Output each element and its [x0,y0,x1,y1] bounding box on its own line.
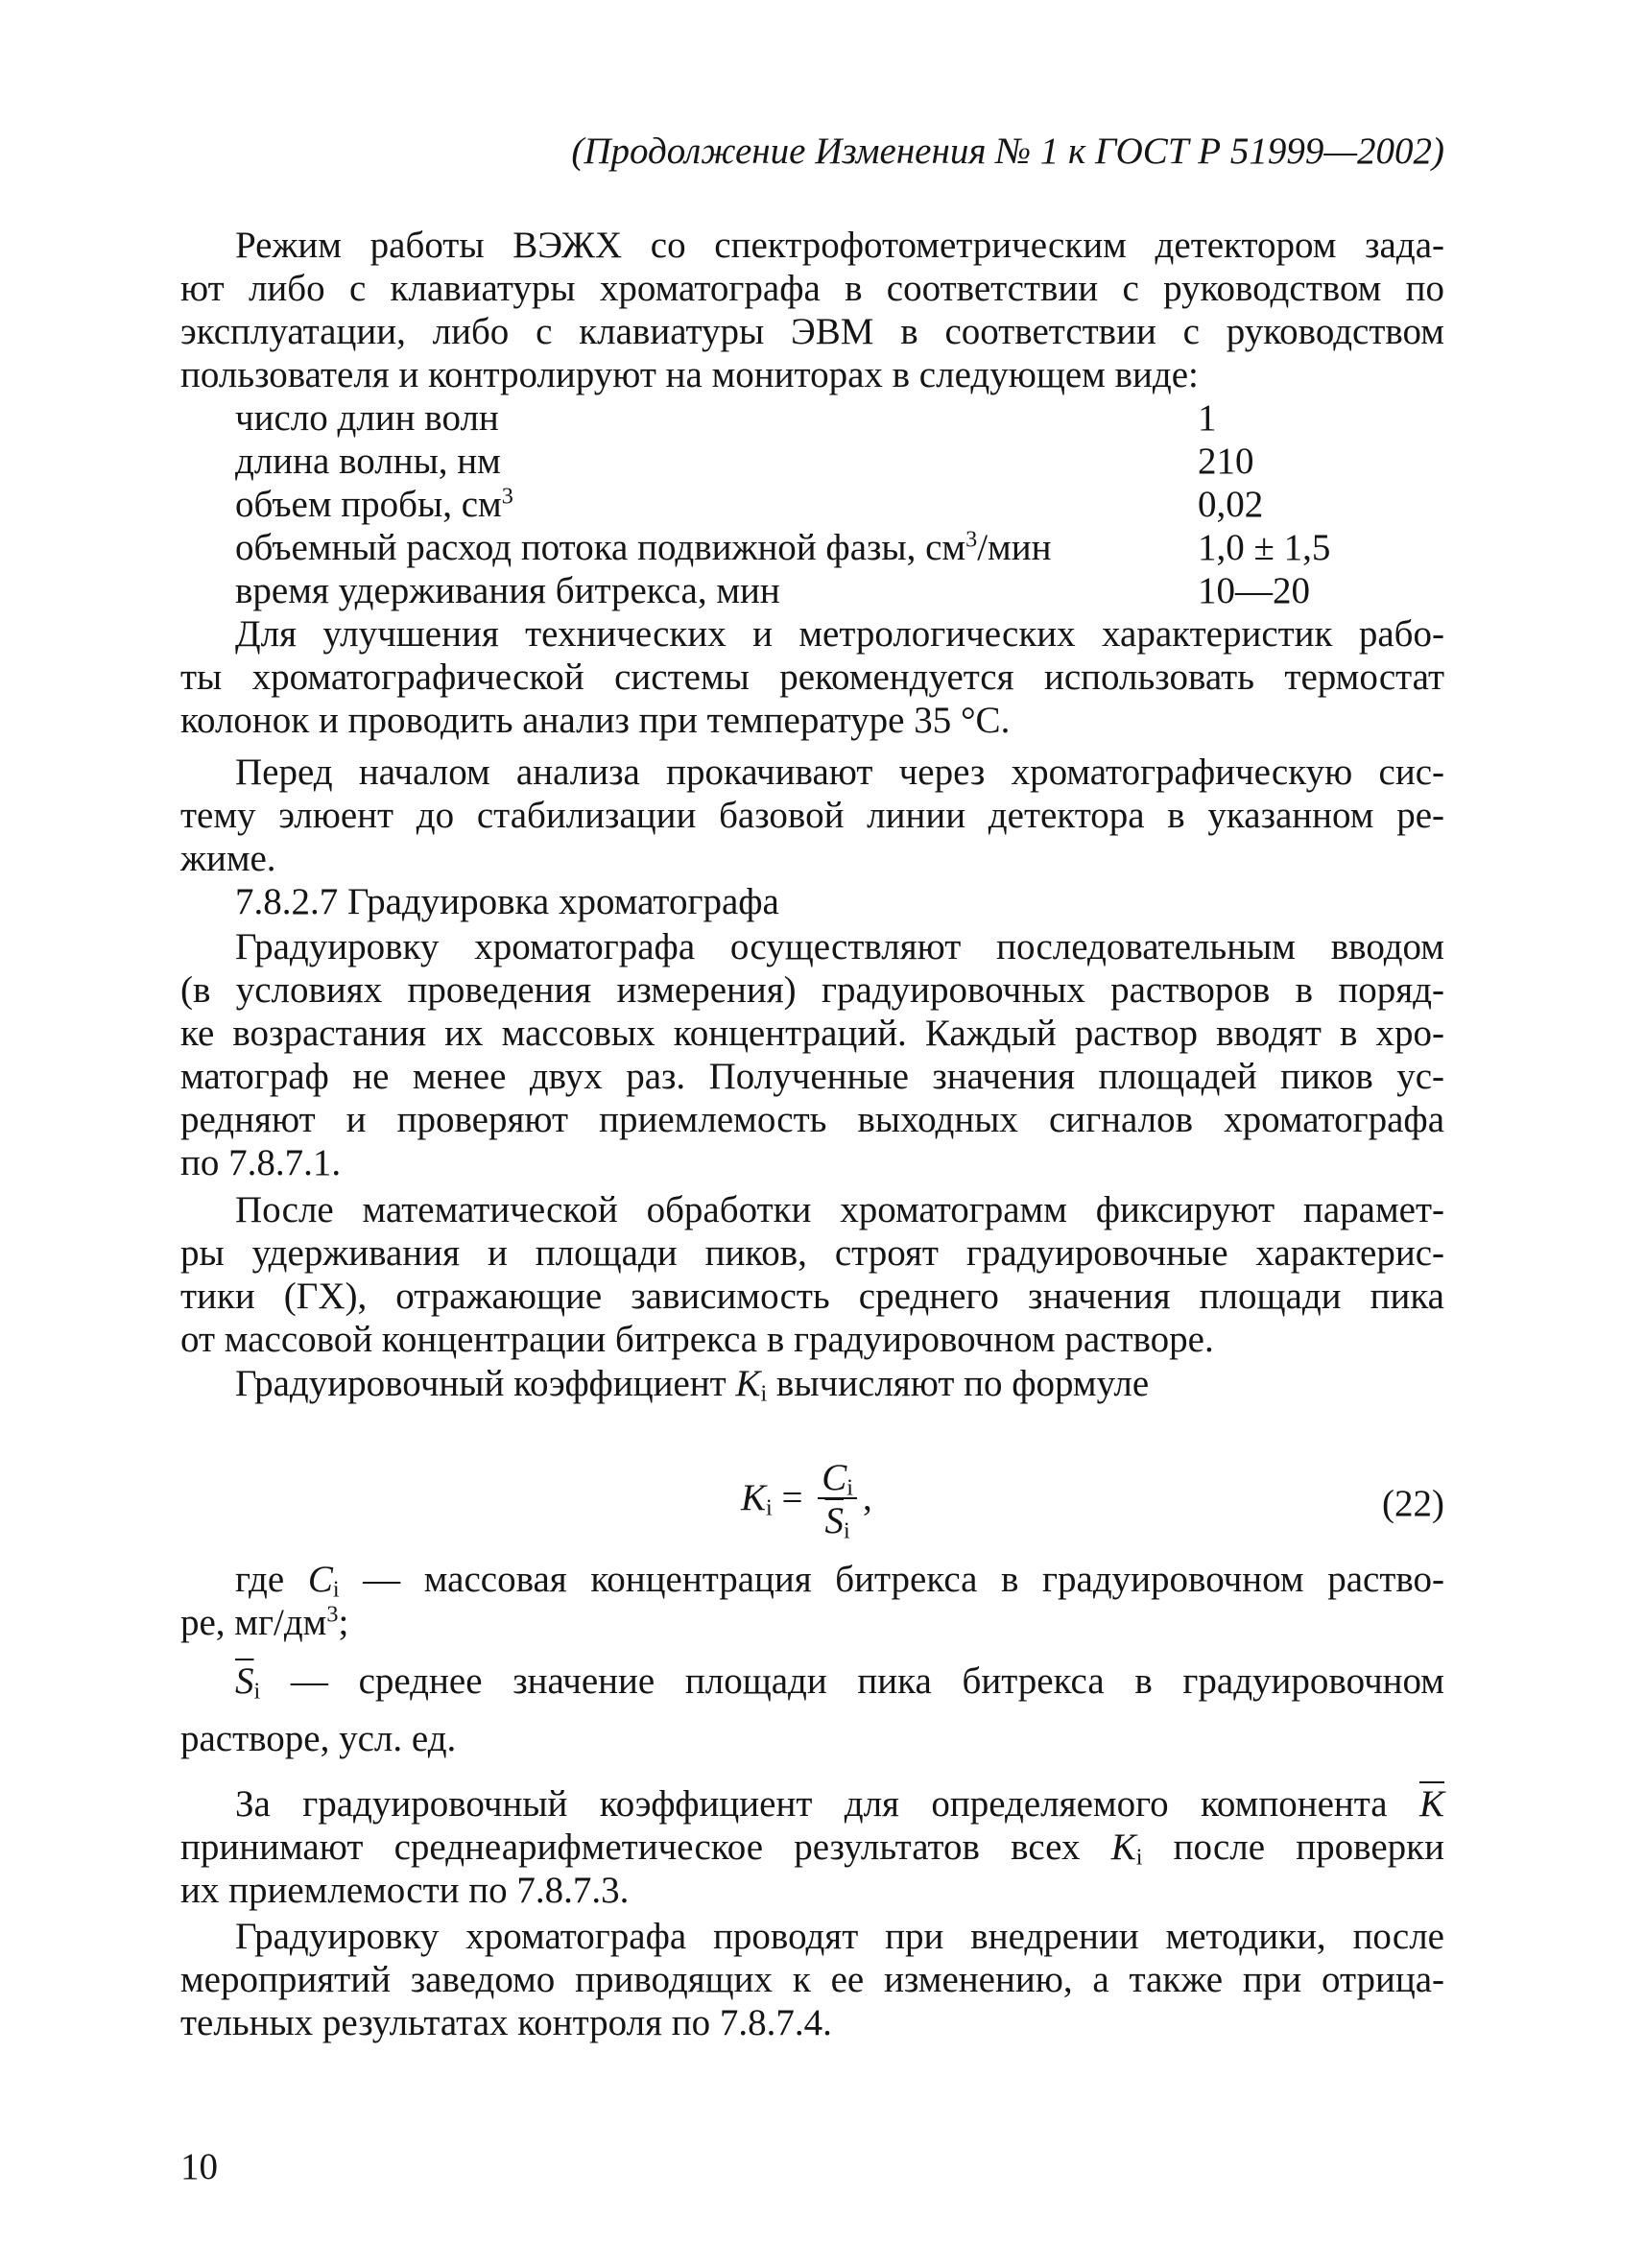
paragraph-calibration-curves [180,1188,1444,1361]
parameter-label [180,396,1198,440]
text-run: ты хроматографической системы рекомендуется использовать термостат [180,657,1444,698]
text-run: За градуировочный коэффициент для определяемого компонента [235,1783,1419,1825]
text-run: эксплуатации, либо с клавиатуры ЭВМ в соответствии с руководством [180,311,1444,352]
paragraph-line [180,1055,1444,1098]
text-run: число длин волн [235,397,499,439]
paragraph-operating-mode [180,224,1444,396]
text-run: объем пробы, см [235,484,502,525]
paragraph-coefficient-intro [180,1362,1444,1405]
paragraph-line [180,353,1444,396]
paragraph-line [180,794,1444,837]
parameter-row [180,483,1444,526]
paragraph-line [180,2001,1444,2044]
subscript-text: i [760,1380,768,1407]
text-run: где [235,1559,308,1600]
text-run: ют либо с клавиатуры хроматографа в соответствии с руководством по [180,268,1444,309]
text-run: ке возрастания их массовых концентраций. Каждый раствор вводят в хро- [180,1013,1444,1054]
text-run: принимают среднеарифметическое результатов всех [180,1826,1111,1868]
subscript-text: i [846,1474,853,1501]
paragraph-line [180,968,1444,1012]
text-run: вычисляют по формуле [767,1363,1150,1404]
paragraph-line [180,656,1444,699]
superscript-text: 3 [501,483,513,510]
text-run: растворе, усл. ед. [180,1718,457,1759]
paragraph-line [180,1958,1444,2001]
text-run: тему элюент до стабилизации базовой линии детектора в указанном ре- [180,795,1444,836]
text-run: — массовая концентрация битрекса в градуировочном раство- [339,1559,1444,1600]
text-run: мероприятий заведомо приводящих к ее изменению, а также при отрица- [180,1959,1444,2000]
subscript-text: i [843,1517,850,1544]
document-page-body [180,130,1444,2044]
parameter-row [180,396,1444,440]
paragraph-where-ci [180,1558,1444,1644]
paragraph-line [180,1601,1444,1644]
text-run: — среднее значение площади пика битрекса в градуировочном [260,1660,1444,1702]
page-number: 10 [180,2146,218,2187]
text-run: матограф не менее двух раз. Полученные значения площадей пиков ус- [180,1056,1444,1097]
text-run: ; [338,1602,349,1643]
text-run: (в условиях проведения измерения) градуировочных растворов в поряд- [180,969,1444,1011]
paragraph-line [180,1915,1444,1958]
subscript-text: i [253,1678,261,1705]
text-run: /мин [977,527,1052,568]
text-run: их приемлемости по 7.8.7.3. [180,1870,630,1911]
parameter-value: 1 [1198,397,1217,439]
paragraph-line [180,310,1444,353]
paragraph-thermostat [180,612,1444,742]
paragraph-line [180,1869,1444,1912]
paragraph-line [180,1659,1444,1703]
subscript-text: i [1135,1844,1143,1871]
text-run: жиме. [180,838,276,879]
text-run: по 7.8.7.1. [180,1142,342,1183]
running-header: (Продолжение Изменения № 1 к ГОСТ Р 51999—2002) [571,131,1444,172]
paragraph-eluent [180,751,1444,880]
text-run: от массовой концентрации битрекса в градуировочном растворе. [180,1319,1214,1360]
text-run: длина волны, нм [235,441,501,482]
italic-symbol: K [741,1476,767,1518]
parameter-label [180,440,1198,483]
paragraph-line [180,1362,1444,1405]
formula-equals: = [772,1476,803,1518]
formula-fraction [818,1459,857,1543]
parameter-label [180,569,1198,612]
paragraph-line [180,612,1444,656]
formula-expression [741,1459,872,1543]
parameter-list [180,396,1444,612]
formula-numerator [818,1457,857,1501]
formula-denominator [818,1499,857,1543]
paragraph-line [180,1098,1444,1141]
parameter-row [180,569,1444,612]
paragraph-line [180,925,1444,968]
parameter-row [180,440,1444,483]
paragraph-line [180,1318,1444,1361]
overlined-symbol: $\overline{S}$ [824,1500,844,1541]
paragraph-line [180,1782,1444,1826]
text-run: тики (ГХ), отражающие зависимость среднего значения площади пика [180,1276,1444,1317]
paragraph-line [180,224,1444,267]
text-run: объемный расход потока подвижной фазы, см [235,527,966,568]
text-run: Перед началом анализа прокачивают через хроматографическую сис- [235,752,1444,793]
section-heading: 7.8.2.7 Градуировка хроматографа [235,881,779,922]
text-run: ры удерживания и площади пиков, строят градуировочные характерис- [180,1232,1444,1274]
overlined-symbol: $\overline{K}$ [1418,1783,1444,1825]
paragraph-calibration-schedule [180,1915,1444,2044]
paragraph-where-si [180,1659,1444,1760]
parameter-value: 210 [1198,441,1254,482]
italic-symbol: C [822,1457,847,1498]
paragraph-line [180,751,1444,794]
text-run: после проверки [1142,1826,1444,1868]
paragraph-line [180,1558,1444,1601]
paragraph-line [180,699,1444,742]
text-run: Градуировку хроматографа проводят при внедрении методики, после [235,1916,1444,1957]
text-run: ре, мг/дм [180,1602,327,1643]
parameter-value: 10—20 [1198,570,1310,611]
parameter-value: 0,02 [1198,484,1264,525]
superscript-text: 3 [965,526,978,553]
text-run: Градуировочный коэффициент [235,1363,736,1404]
paragraph-line [180,1275,1444,1318]
text-run: тельных результатах контроля по 7.8.7.4. [180,2002,832,2043]
paragraph-line [180,1141,1444,1184]
overlined-symbol: $\overline{S}$ [235,1660,254,1702]
paragraph-line [180,837,1444,880]
parameter-label [180,526,1198,569]
parameter-label [180,483,1198,526]
subscript-text: i [332,1576,340,1603]
parameter-row [180,526,1444,569]
paragraph-mean-coefficient [180,1782,1444,1912]
paragraph-line [180,1717,1444,1760]
text-run: Режим работы ВЭЖХ со спектрофотометрическим детектором зада- [235,225,1444,266]
formula-lhs [741,1476,773,1521]
formula-number: (22) [1382,1483,1444,1524]
formula-trailing-comma: , [862,1476,872,1518]
paragraph-line [180,1012,1444,1055]
text-run: Градуировку хроматографа осуществляют последовательным вводом [235,926,1444,967]
parameter-value: 1,0 ± 1,5 [1198,527,1331,568]
paragraph-line [180,1188,1444,1231]
text-run: Для улучшения технических и метрологических характеристик рабо- [235,613,1444,655]
paragraph-line [180,1826,1444,1869]
italic-symbol: C [307,1559,333,1600]
subscript-text: i [766,1494,773,1521]
formula-22 [180,1447,1444,1553]
superscript-text: 3 [326,1601,339,1628]
italic-symbol: K [1110,1826,1136,1868]
text-run: время удерживания битрекса, мин [235,570,780,611]
paragraph-line [180,1231,1444,1275]
text-run: редняют и проверяют приемлемость выходных сигналов хроматографа [180,1099,1444,1140]
text-run: После математической обработки хроматограмм фиксируют парамет- [235,1189,1444,1230]
paragraph-line [180,267,1444,310]
paragraph-calibration-procedure [180,925,1444,1184]
italic-symbol: K [735,1363,761,1404]
text-run: колонок и проводить анализ при температуре 35 °С. [180,700,1011,741]
text-run: пользователя и контролируют на мониторах в следующем виде: [180,354,1199,395]
